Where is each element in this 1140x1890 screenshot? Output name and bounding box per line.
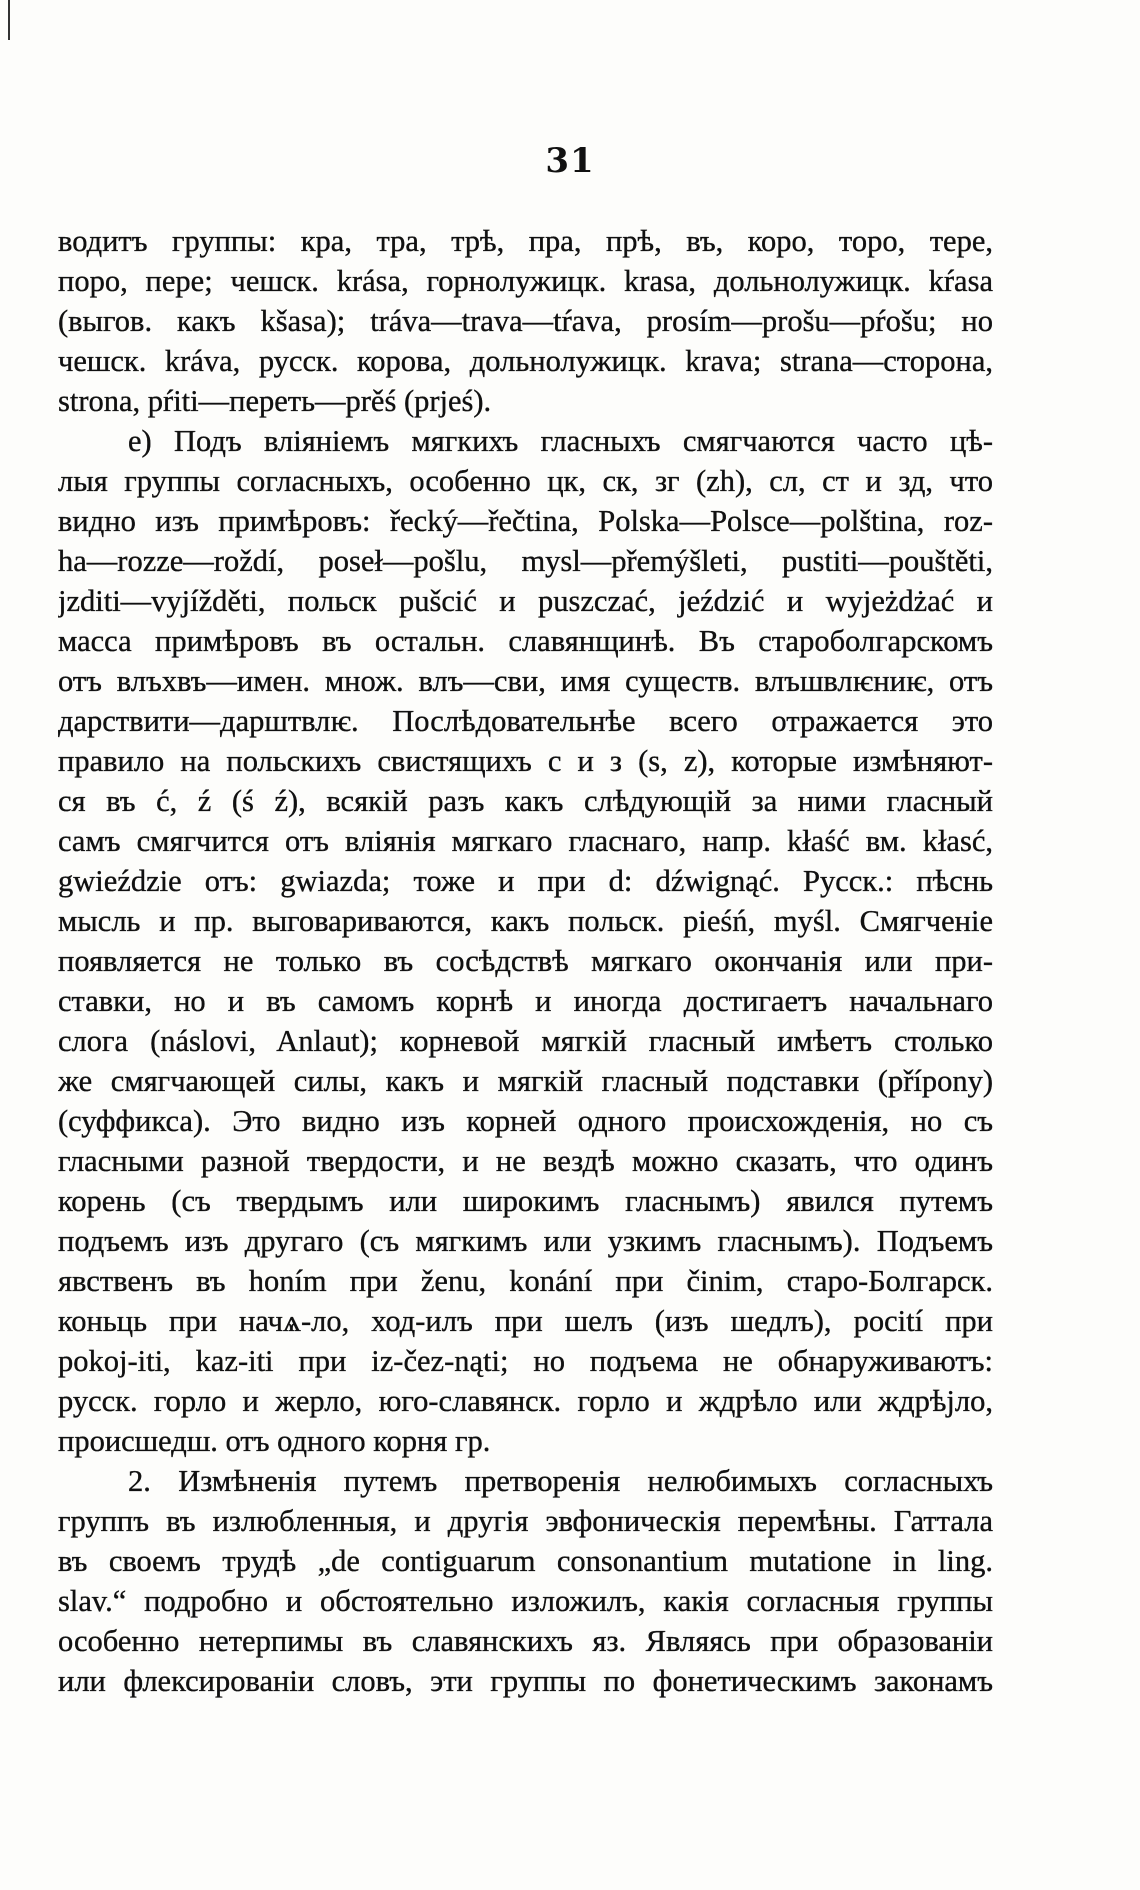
- text-line: чешск. kráva, русск. корова, дольнолужицк. krava; strana—сторона,: [58, 344, 993, 378]
- text-line: поро, пере; чешск. krása, горнолужицк. krasa, дольнолужицк. kŕasa: [58, 264, 993, 298]
- text-line: slav.“ подробно и обстоятельно изложилъ, какія согласныя группы: [58, 1584, 993, 1618]
- text-line: явственъ въ honím при ženu, konání при činim, старо-Болгарск.: [58, 1264, 993, 1298]
- page-number: 31: [545, 141, 595, 181]
- text-line: ся въ ć, ź (ś ź), всякій разъ какъ слѣдующій за ними гласный: [58, 784, 993, 818]
- text-line: отъ влъхвъ—имен. множ. влъ—сви, имя существ. влъшвлѥниѥ, отъ: [58, 664, 993, 698]
- text-line: pokoj-iti, kaz-iti при iz-čez-nąti; но подъема не обнаруживаютъ:: [58, 1344, 993, 1378]
- text-line: русск. горло и жерло, юго-славянск. горло и ждрѣло или ждрѣјло,: [58, 1384, 993, 1418]
- text-line: корень (съ твердымъ или широкимъ гласнымъ) явился путемъ: [58, 1184, 993, 1218]
- text-line: же смягчающей силы, какъ и мягкій гласный подставки (přípony): [58, 1064, 993, 1098]
- body-text: [58, 221, 993, 1701]
- text-line: самъ смягчится отъ вліянія мягкаго гласнаго, напр. kłaść вм. kłasć,: [58, 824, 993, 858]
- text-line: или флексированіи словъ, эти группы по фонетическимъ законамъ: [58, 1664, 993, 1698]
- text-line: дарствити—дарштвлѥ. Послѣдовательнѣе всего отражается это: [58, 704, 993, 738]
- text-line: ha—rozze—roždí, poseł—pošlu, mysl—přemýšleti, pustiti—pouštěti,: [58, 544, 993, 578]
- text-line: подъемъ изъ другаго (съ мягкимъ или узкимъ гласнымъ). Подъемъ: [58, 1224, 993, 1258]
- text-line: jzditi—vyjížděti, польск pušcić и puszczać, jeździć и wyjeżdżać и: [58, 584, 993, 618]
- text-line: strona, pŕiti—переть—prěś (prjeś).: [58, 384, 492, 418]
- text-line: gwieździe отъ: gwiazda; тоже и при d: dźwignąć. Русск.: пѣснь: [58, 864, 993, 898]
- text-line: лыя группы согласныхъ, особенно цк, ск, зг (zh), сл, ст и зд, что: [58, 464, 993, 498]
- text-line: (выгов. какъ kšasa); tráva—trava—tŕava, prosím—prošu—pŕošu; но: [58, 304, 993, 338]
- text-line: (суффикса). Это видно изъ корней одного происхожденія, но съ: [58, 1104, 993, 1138]
- text-line: правило на польскихъ свистящихъ с и з (s, z), которые измѣняют-: [58, 744, 993, 778]
- text-line: e) Подъ вліяніемъ мягкихъ гласныхъ смягчаются часто цѣ-: [128, 424, 993, 458]
- text-line: въ своемъ трудѣ „de contiguarum consonantium mutatione in ling.: [58, 1544, 993, 1578]
- text-line: водитъ группы: кра, тра, трѣ, пра, прѣ, въ, коро, торо, тере,: [58, 224, 993, 258]
- text-line: масса примѣровъ въ остальн. славянщинѣ. Въ староболгарскомъ: [58, 624, 993, 658]
- text-line: группъ въ излюбленныя, и другія эвфоническія перемѣны. Гаттала: [58, 1504, 993, 1538]
- text-line: ставки, но и въ самомъ корнѣ и иногда достигаетъ начальнаго: [58, 984, 993, 1018]
- text-line: особенно нетерпимы въ славянскихъ яз. Являясь при образованіи: [58, 1624, 993, 1658]
- text-line: гласными разной твердости, и не вездѣ можно сказать, что одинъ: [58, 1144, 993, 1178]
- text-line: мысль и пр. выговариваются, какъ польск. pieśń, myśl. Смягченіе: [58, 904, 993, 938]
- text-line: появляется не только въ сосѣдствѣ мягкаго окончанія или при-: [58, 944, 993, 978]
- text-line: 2. Измѣненія путемъ претворенія нелюбимыхъ согласныхъ: [128, 1464, 993, 1498]
- text-line: происшедш. отъ одного корня гр.: [58, 1424, 491, 1458]
- page-edge-mark: [8, 0, 10, 40]
- text-line: коньць при начѧ-ло, ход-илъ при шелъ (изъ шедлъ), pocití при: [58, 1304, 993, 1338]
- text-line: видно изъ примѣровъ: řecký—řečtina, Polska—Polsce—polština, roz-: [58, 504, 993, 538]
- text-line: слога (náslovi, Anlaut); корневой мягкій гласный имѣетъ столько: [58, 1024, 993, 1058]
